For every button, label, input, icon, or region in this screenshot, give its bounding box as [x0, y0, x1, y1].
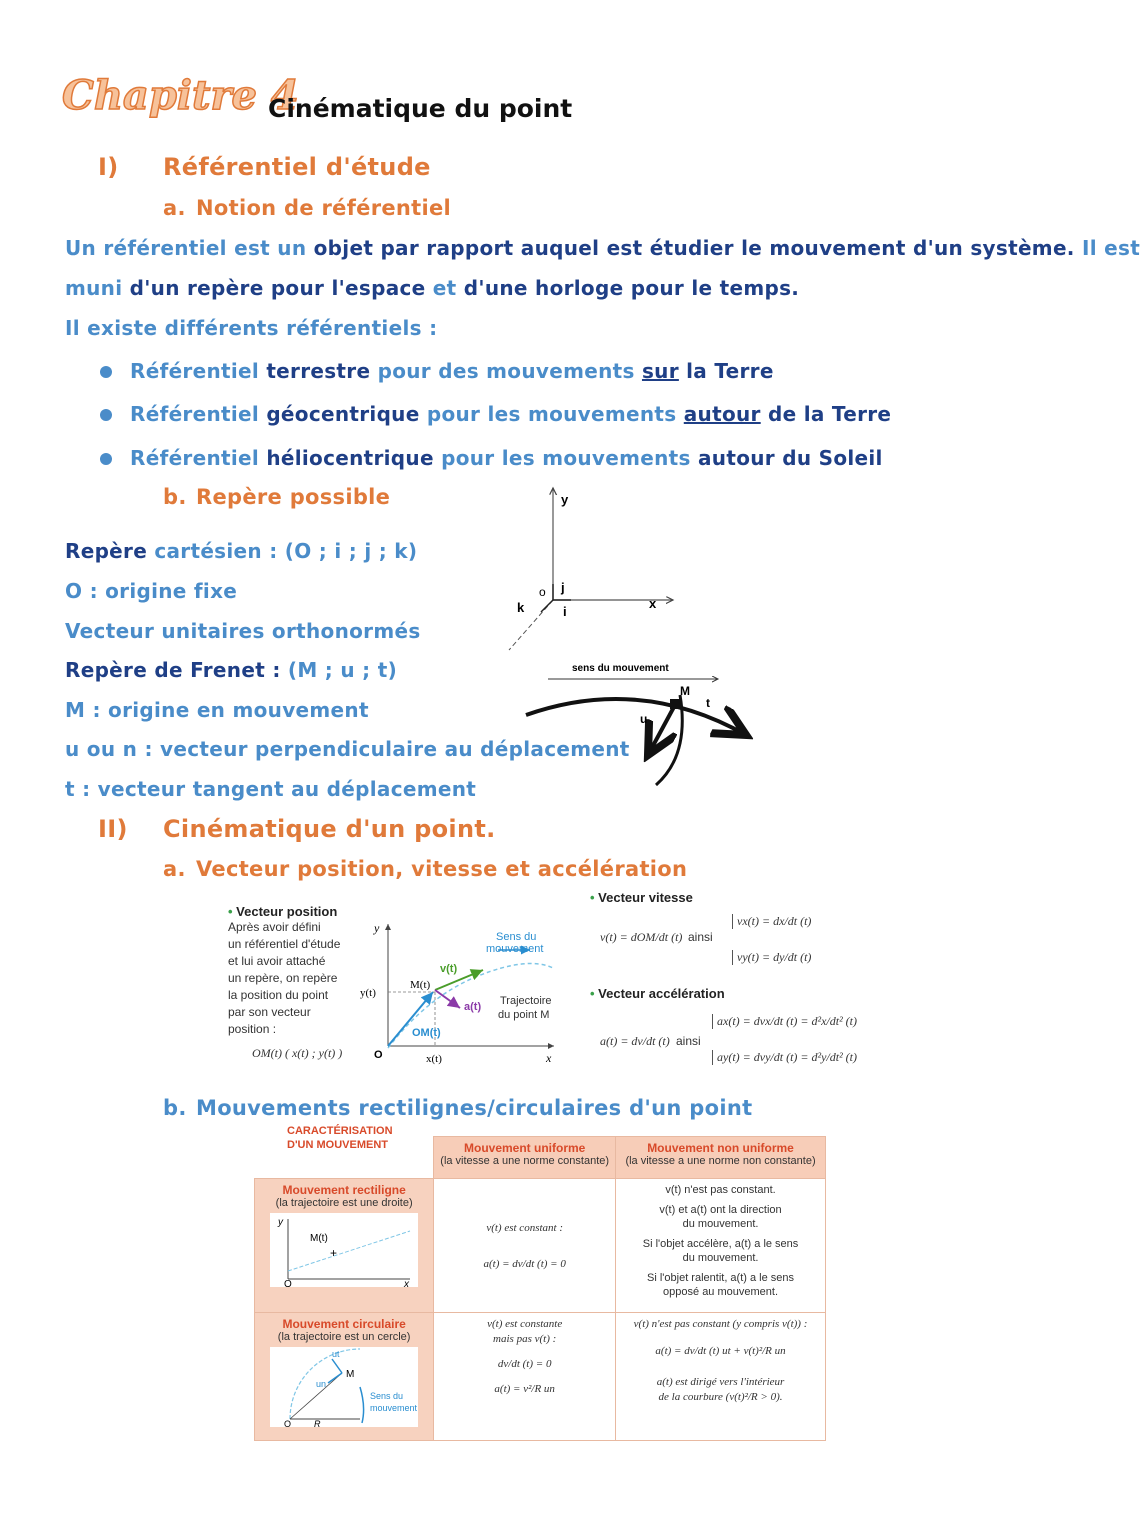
- col1-title: Mouvement uniforme: [464, 1141, 586, 1155]
- paragraph-line-1: [65, 228, 1140, 268]
- r1c1-b: a(t) = dv/dt (t) = 0: [483, 1257, 566, 1270]
- r2c1-line: mais pas v(t) :: [493, 1333, 557, 1345]
- r1c2-line: Si l'objet ralentit, a(t) a le sens: [647, 1272, 795, 1284]
- bullet-c: pour des mouvements: [377, 359, 635, 383]
- section1a-number: a.: [163, 196, 186, 220]
- position-text-line: position :: [228, 1022, 277, 1036]
- bullet-item: [130, 351, 774, 391]
- bullet-item: [130, 394, 891, 434]
- axis-o-label: o: [539, 585, 546, 599]
- r1c1-a: v(t) est constant :: [486, 1221, 564, 1234]
- fig-om-label: OM(t): [412, 1027, 441, 1039]
- frenet-sens-label: sens du mouvement: [572, 663, 669, 674]
- fig-at-label: a(t): [464, 1001, 482, 1013]
- para1-part2: objet par rapport auquel est étudier le mouvement d'un système.: [313, 236, 1075, 260]
- motion-table: [254, 1136, 826, 1441]
- circ-sens2: mouvement: [370, 1403, 418, 1413]
- rect-x: x: [404, 1279, 410, 1290]
- acceleration-ainsi: ainsi: [676, 1034, 701, 1048]
- exists-line: Il existe différents référentiels :: [65, 316, 438, 340]
- fig-x-label: x: [546, 1051, 552, 1065]
- row2-title: Mouvement circulaire: [282, 1317, 406, 1331]
- corner-line: D'UN MOUVEMENT: [287, 1139, 389, 1151]
- bullet-a: Référentiel: [130, 446, 260, 470]
- section1-title: Référentiel d'étude: [163, 153, 431, 181]
- rect-m: M(t): [310, 1233, 328, 1244]
- r2c1-cell: [434, 1313, 616, 1441]
- vitesse-component-x: vx(t) = dx/dt (t): [732, 914, 811, 929]
- axis-k-label: k: [517, 600, 525, 615]
- section2b-number: b.: [163, 1096, 187, 1120]
- para1-part1: Un référentiel est un: [65, 236, 307, 260]
- fig-yt-label: y(t): [360, 987, 376, 999]
- bullet-item: [130, 438, 883, 478]
- circ-un: un: [316, 1379, 327, 1389]
- vitesse-title: • Vecteur vitesse: [590, 890, 693, 905]
- position-formula: OM(t) ( x(t) ; y(t) ): [252, 1046, 343, 1060]
- section2-title: Cinématique d'un point.: [163, 815, 496, 843]
- bullet-d: autour: [683, 402, 761, 426]
- rep-a: Repère de Frenet :: [65, 658, 281, 682]
- bullet-a: Référentiel: [130, 402, 260, 426]
- vitesse-component-y: vy(t) = dy/dt (t): [732, 950, 811, 965]
- para1-part3: Il est: [1081, 236, 1140, 260]
- paragraph-line-2: [65, 268, 799, 308]
- fig-o-label: O: [374, 1049, 383, 1061]
- r2c2-line: a(t) est dirigé vers l'intérieur: [656, 1376, 785, 1388]
- bullet-c: pour les mouvements: [441, 446, 691, 470]
- position-box: • Vecteur position Après avoir défini un référentiel d'étude et lui avoir attaché un repère, on repère la position du point par son vecteur position : OM(t) ( x(t) ; y(t) ): [228, 904, 358, 1061]
- rep-a: Repère: [65, 539, 148, 563]
- fig-traj2: du point M: [498, 1009, 550, 1021]
- para2-part3: et: [432, 276, 457, 300]
- circ-sens1: Sens du: [370, 1391, 404, 1401]
- vitesse-ainsi: ainsi: [688, 930, 713, 944]
- r1c2-line: opposé au mouvement.: [663, 1286, 779, 1298]
- rep-b: cartésien : (O ; i ; j ; k): [154, 539, 418, 563]
- acceleration-title: • Vecteur accélération: [590, 986, 725, 1001]
- section2a-number: a.: [163, 857, 186, 881]
- circulaire-figure: [270, 1347, 418, 1427]
- frenet-figure: [520, 655, 760, 790]
- fig-xt-label: x(t): [426, 1053, 442, 1065]
- bullet-dot: [100, 409, 112, 421]
- frenet-u-label: u: [640, 712, 648, 726]
- section1b-title: Repère possible: [196, 485, 391, 509]
- r2c2-line: a(t) = dv/dt (t) ut + v(t)²/R un: [655, 1345, 786, 1357]
- bullet-b: héliocentrique: [266, 446, 434, 470]
- acceleration-component-y: ay(t) = dvy/dt (t) = d²y/dt² (t): [712, 1050, 857, 1065]
- rectiligne-figure: [270, 1213, 418, 1290]
- position-text-line: Après avoir défini: [228, 920, 321, 934]
- rect-o: O: [284, 1279, 292, 1290]
- position-text-line: la position du point: [228, 988, 329, 1002]
- section1b-number: b.: [163, 485, 187, 509]
- acceleration-lhs: a(t) = dv/dt (t): [600, 1034, 670, 1048]
- position-text-line: un repère, on repère: [228, 971, 338, 985]
- position-text-line: par son vecteur: [228, 1005, 311, 1019]
- fig-sens1: Sens du: [496, 931, 537, 943]
- r2c1-line: a(t) = v²/R un: [494, 1383, 555, 1395]
- rep-line: O : origine fixe: [65, 579, 238, 603]
- rep-line: u ou n : vecteur perpendiculaire au déplacement: [65, 737, 630, 761]
- row1-sub: (la trajectoire est une droite): [275, 1197, 413, 1209]
- section2a-title: Vecteur position, vitesse et accélération: [196, 857, 688, 881]
- para2-part4: d'une horloge pour le temps.: [463, 276, 800, 300]
- col2-title: Mouvement non uniforme: [647, 1141, 794, 1155]
- frenet-t-label: t: [706, 696, 710, 710]
- circ-m: M: [346, 1369, 355, 1380]
- section1a-title: Notion de référentiel: [196, 196, 452, 220]
- r1c2-cell: [616, 1179, 826, 1313]
- row2-header: [255, 1313, 434, 1441]
- r2c2-cell: [616, 1313, 826, 1441]
- bullet-dot: [100, 453, 112, 465]
- acceleration-component-x: ax(t) = dvx/dt (t) = d²x/dt² (t): [712, 1014, 857, 1029]
- r1c2-line: v(t) n'est pas constant.: [665, 1184, 776, 1196]
- fig-traj1: Trajectoire: [500, 995, 552, 1007]
- position-text-line: un référentiel d'étude: [228, 937, 341, 951]
- vitesse-lhs: v(t) = dOM/dt (t): [600, 930, 683, 944]
- circ-ut: ut: [332, 1349, 340, 1359]
- chapter-label: Chapitre 4: [62, 72, 299, 119]
- r2c2-line: de la courbure (v(t)²/R > 0).: [658, 1391, 783, 1403]
- bullet-d: sur: [641, 359, 679, 383]
- rep-b: (M ; u ; t): [287, 658, 398, 682]
- circ-r: R: [314, 1419, 321, 1429]
- bullet-b: géocentrique: [266, 402, 420, 426]
- position-title: Vecteur position: [236, 904, 338, 919]
- frenet-m-label: M: [680, 684, 690, 698]
- cartesian-axes-figure: [495, 482, 695, 662]
- fig-y-label: y: [374, 921, 380, 935]
- rep-line: t : vecteur tangent au déplacement: [65, 777, 477, 801]
- col1-sub: (la vitesse a une norme constante): [440, 1155, 610, 1167]
- r2c2-line: v(t) n'est pas constant (y compris v(t)) :: [633, 1318, 808, 1330]
- fig-vt-label: v(t): [440, 963, 458, 975]
- row1-header: [255, 1179, 434, 1313]
- r1c2-line: v(t) et a(t) ont la direction: [659, 1204, 782, 1216]
- rep-line: Vecteur unitaires orthonormés: [65, 619, 421, 643]
- r2c1-line: v(t) est constante: [487, 1318, 563, 1330]
- section2-number: II): [98, 815, 128, 843]
- circ-o: O: [284, 1419, 292, 1429]
- position-figure: [358, 916, 558, 1071]
- bullet-b: terrestre: [266, 359, 371, 383]
- rep-line: M : origine en mouvement: [65, 698, 369, 722]
- bullet-e: la Terre: [686, 359, 774, 383]
- rep-line: [65, 531, 417, 571]
- row2-sub: (la trajectoire est un cercle): [277, 1331, 411, 1343]
- section2b-title: Mouvements rectilignes/circulaires d'un point: [196, 1096, 753, 1120]
- r1c2-line: du mouvement.: [682, 1252, 759, 1264]
- fig-sens2: mouvement: [486, 943, 544, 955]
- axis-x-label: x: [649, 596, 657, 611]
- bullet-e: de la Terre: [767, 402, 892, 426]
- bullet-c: pour les mouvements: [426, 402, 677, 426]
- r1c2-line: du mouvement.: [682, 1218, 759, 1230]
- rect-y: y: [278, 1217, 284, 1228]
- chapter-title: Cinématique du point: [268, 94, 573, 123]
- bullet-dot: [100, 366, 112, 378]
- para2-part1: muni: [65, 276, 123, 300]
- r1c2-line: Si l'objet accélère, a(t) a le sens: [642, 1238, 799, 1250]
- r2c1-line: dv/dt (t) = 0: [497, 1358, 552, 1370]
- rect-plus: +: [330, 1246, 338, 1260]
- bullet-a: Référentiel: [130, 359, 260, 383]
- r1c1-cell: [434, 1179, 616, 1313]
- section1-number: I): [98, 153, 119, 181]
- row1-title: Mouvement rectiligne: [282, 1183, 406, 1197]
- rep-line: [65, 650, 397, 690]
- position-text-line: et lui avoir attaché: [228, 954, 326, 968]
- axis-y-label: y: [561, 492, 569, 507]
- axis-i-label: i: [563, 604, 567, 619]
- bullet-d: autour du Soleil: [698, 446, 883, 470]
- col2-sub: (la vitesse a une norme non constante): [625, 1155, 816, 1167]
- corner-line: CARACTÉRISATION: [287, 1125, 393, 1137]
- axis-j-label: j: [561, 580, 565, 595]
- para2-part2: d'un repère pour l'espace: [129, 276, 426, 300]
- fig-mt-label: M(t): [410, 979, 431, 991]
